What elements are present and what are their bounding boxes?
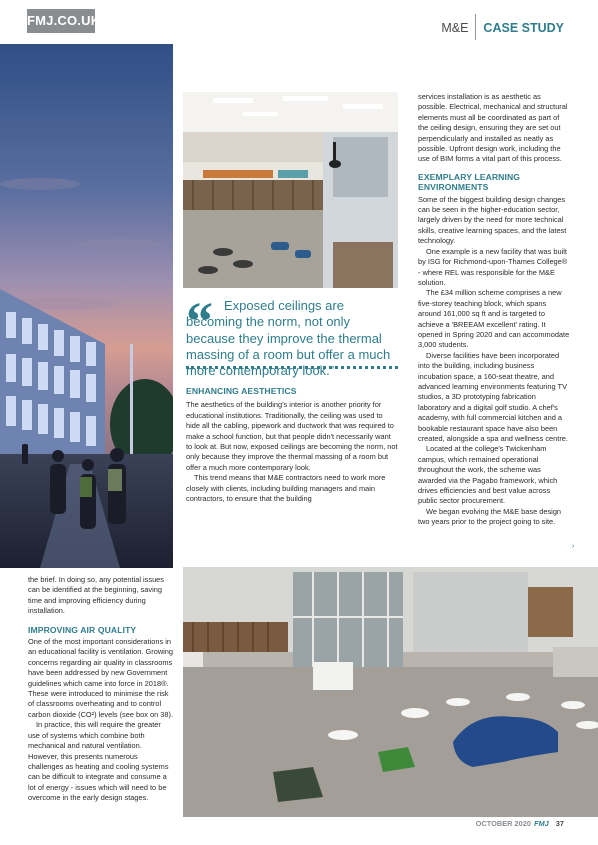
- exterior-photo: [0, 44, 173, 568]
- paragraph: Located at the college's Twickenham campus, which remained operational throughout the work, the scheme was awarded via the Pagabo framework, which drives efficiencies and best value across public sector procurement.: [418, 444, 558, 506]
- paragraph: Diverse facilities have been incorporated into the building, including business incubation space, a 160-seat theatre, and advanced learning environments featuring TV studios, a 3D prototyping fabrication laboratory and a digital golf studio. A chef's academy, with full commercial kitchen and a bookable restaurant space have also been created, alongside a spa and wellness centre.: [418, 350, 568, 443]
- paragraph: the brief. In doing so, any potential issues can be identified at the beginning, saving time and improving efficiency during installation.: [28, 575, 164, 616]
- paragraph: Some of the biggest building design changes can be seen in the higher-education sector, largely driven by the need for more technical skills, creative learning spaces, and the latest technology.: [418, 194, 567, 246]
- pull-quote: Exposed ceilings are becoming the norm, not only because they improve the thermal massing of a room but offer a much more contemporary look.”: [186, 298, 391, 379]
- issue-date: OCTOBER 2020: [475, 819, 531, 828]
- atrium-photo: [183, 92, 398, 288]
- site-badge: FMJ.CO.UK: [27, 9, 95, 33]
- article-column-middle: [186, 386, 398, 504]
- paragraph: The £34 million scheme comprises a new five-storey teaching block, which spans around 161,000 sq ft and is targeted to achieve a 'BREEAM excellent' rating. It opened in Spring 2020 and can accommodate 3,000 students.: [418, 288, 570, 350]
- section-label: M&E: [441, 21, 469, 35]
- paragraph: In practice, this will require the greater use of systems which combine both mechanical and natural ventilation. However, this presents numerous challenges as heating and cooling systems can be difficult to integrate and consume a lot of energy - issues which will need to be overcome in the early design stages.: [28, 720, 169, 803]
- paragraph: One of the most important considerations in an educational facility is ventilation. Growing concerns regarding air quality in classrooms have been addressed by new Government guidelines which came into force in 2018®. These were introduced to minimise the risk of classrooms overheating and to control carbon dioxide (CO²) levels (see box on 38).: [28, 637, 174, 719]
- paragraph: We began evolving the M&E base design two years prior to the project going to site.: [418, 506, 562, 527]
- paragraph: The aesthetics of the building's interior is another priority for educational institutions. Traditionally, the ceiling was used to hide all the cabling, pipework and ductwork that was required to make a school function, but that people didn't necessarily want to look at. But now, exposed ceilings are becoming the norm, not only because they improve the thermal massing of a room but offer a much more contemporary look.: [186, 400, 398, 472]
- section-heading-air-quality: IMPROVING AIR QUALITY: [28, 624, 137, 635]
- quote-mark-icon: “: [186, 291, 213, 351]
- continue-arrow-icon: ›: [572, 543, 575, 550]
- paragraph: One example is a new facility that was built by ISG for Richmond-upon-Thames College® - where REL was responsible for the M&E solution.: [418, 246, 568, 287]
- page-footer: [476, 819, 564, 828]
- magazine-name: FMJ: [533, 819, 549, 828]
- section-divider: [475, 14, 476, 40]
- quote-divider: [186, 366, 398, 369]
- section-header: [441, 14, 564, 40]
- page-number: 37: [555, 819, 564, 828]
- article-column-left: [28, 575, 174, 804]
- paragraph: services installation is as aesthetic as possible. Electrical, mechanical and structural elements must all be coordinated as part of the ceiling design, ensuring they are set out perpendicularly and installed as neatly as possible. Upfront design work, including the use of BIM forms a vital part of this process.: [418, 92, 568, 164]
- section-title: CASE STUDY: [483, 21, 564, 35]
- section-heading-enhancing: ENHANCING AESTHETICS: [186, 386, 297, 396]
- section-heading-learning: EXEMPLARY LEARNING ENVIRONMENTS: [418, 171, 521, 193]
- paragraph: This trend means that M&E contractors need to work more closely with clients, including building managers and main contractors, to ensure that the building: [186, 473, 386, 504]
- interior-photo: [183, 567, 598, 817]
- article-column-right: [418, 92, 570, 528]
